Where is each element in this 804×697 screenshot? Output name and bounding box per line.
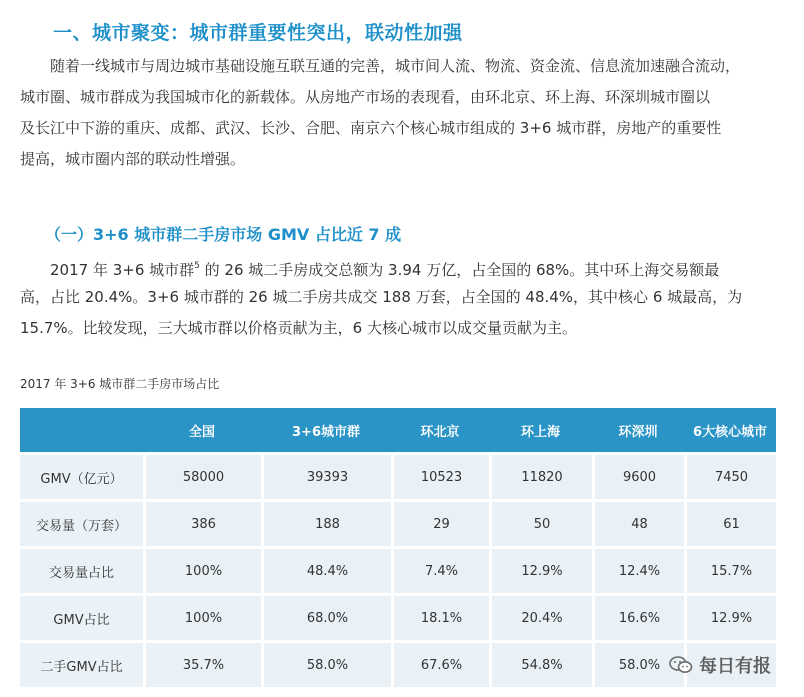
- table-cell: 16.6%: [592, 593, 684, 640]
- table-cell: 54.8%: [489, 640, 592, 687]
- body-line: 15.7%。比较发现，三大城市群以价格贡献为主，6 大核心城市以成交量贡献为主。: [20, 319, 577, 337]
- header-beijing-ring: 环北京: [391, 408, 489, 452]
- intro-line: 提高，城市圈内部的联动性增强。: [20, 150, 246, 168]
- table-cell: 15.7%: [684, 546, 776, 593]
- table-row: [20, 593, 776, 640]
- table-cell: 48: [592, 499, 684, 546]
- body-line: [20, 251, 790, 282]
- table-cell: 100%: [143, 546, 261, 593]
- table-row: [20, 452, 776, 499]
- row-label: GMV（亿元）: [20, 452, 143, 499]
- table-cell: 20.4%: [489, 593, 592, 640]
- table-caption: 2017 年 3+6 城市群二手房市场占比: [20, 377, 220, 391]
- table-cell: 35.7%: [143, 640, 261, 687]
- watermark: [669, 652, 771, 678]
- table-cell: 18.1%: [391, 593, 489, 640]
- row-label: 交易量（万套）: [20, 499, 143, 546]
- wechat-icon: [669, 656, 693, 674]
- header-six-core-cities: 6大核心城市: [684, 408, 776, 452]
- table-header-row: [20, 408, 776, 452]
- table-cell: 7.4%: [391, 546, 489, 593]
- table-cell: 61: [684, 499, 776, 546]
- market-share-table: [20, 408, 776, 687]
- table-cell: 188: [261, 499, 391, 546]
- row-label: GMV占比: [20, 593, 143, 640]
- table-cell: 58.0%: [592, 640, 684, 687]
- table-cell: 12.4%: [592, 546, 684, 593]
- table-cell: 100%: [143, 593, 261, 640]
- header-national: 全国: [143, 408, 261, 452]
- body-line-end: 的 26 城二手房成交总额为 3.94 万亿，占全国的 68%。其中环上海交易额最: [199, 261, 720, 279]
- table-cell: 39393: [261, 452, 391, 499]
- body-line-start: 2017 年 3+6 城市群: [20, 261, 195, 279]
- table-cell: 9600: [592, 452, 684, 499]
- table-cell: 67.6%: [391, 640, 489, 687]
- table-cell: 10523: [391, 452, 489, 499]
- intro-line: 随着一线城市与周边城市基础设施互联互通的完善，城市间人流、物流、资金流、信息流加速融合流动，: [20, 57, 741, 75]
- row-label: 交易量占比: [20, 546, 143, 593]
- section-title: 一、城市聚变：城市群重要性突出，联动性加强: [53, 22, 463, 44]
- table-cell: 58000: [143, 452, 261, 499]
- intro-paragraph: [20, 51, 790, 175]
- table-cell: 48.4%: [261, 546, 391, 593]
- table-cell: 12.9%: [684, 593, 776, 640]
- row-label: 二手GMV占比: [20, 640, 143, 687]
- body-line: 高，占比 20.4%。3+6 城市群的 26 城二手房共成交 188 万套，占全国的 48.4%，其中核心 6 城最高，为: [20, 288, 743, 306]
- header-shenzhen-ring: 环深圳: [592, 408, 684, 452]
- header-shanghai-ring: 环上海: [489, 408, 592, 452]
- intro-line: 城市圈、城市群成为我国城市化的新载体。从房地产市场的表现看，由环北京、环上海、环深圳城市圈以: [20, 88, 711, 106]
- table-row: [20, 640, 776, 687]
- body-paragraph: [20, 251, 790, 344]
- footnote-mark[interactable]: 5: [194, 261, 200, 271]
- table-row: [20, 499, 776, 546]
- table-cell: 58.0%: [261, 640, 391, 687]
- watermark-text: 每日有报: [699, 656, 771, 677]
- table-cell: 11820: [489, 452, 592, 499]
- table-cell: 7450: [684, 452, 776, 499]
- table-row: [20, 546, 776, 593]
- header-corner: [20, 408, 143, 452]
- subsection-title: （一）3+6 城市群二手房市场 GMV 占比近 7 成: [45, 225, 402, 244]
- table-cell: 50: [489, 499, 592, 546]
- header-3plus6: 3+6城市群: [261, 408, 391, 452]
- table-cell: 68.0%: [261, 593, 391, 640]
- table-cell: 12.9%: [489, 546, 592, 593]
- table-cell: 386: [143, 499, 261, 546]
- intro-line: 及长江中下游的重庆、成都、武汉、长沙、合肥、南京六个核心城市组成的 3+6 城市群，房地产的重要性: [20, 119, 722, 137]
- table-cell: 29: [391, 499, 489, 546]
